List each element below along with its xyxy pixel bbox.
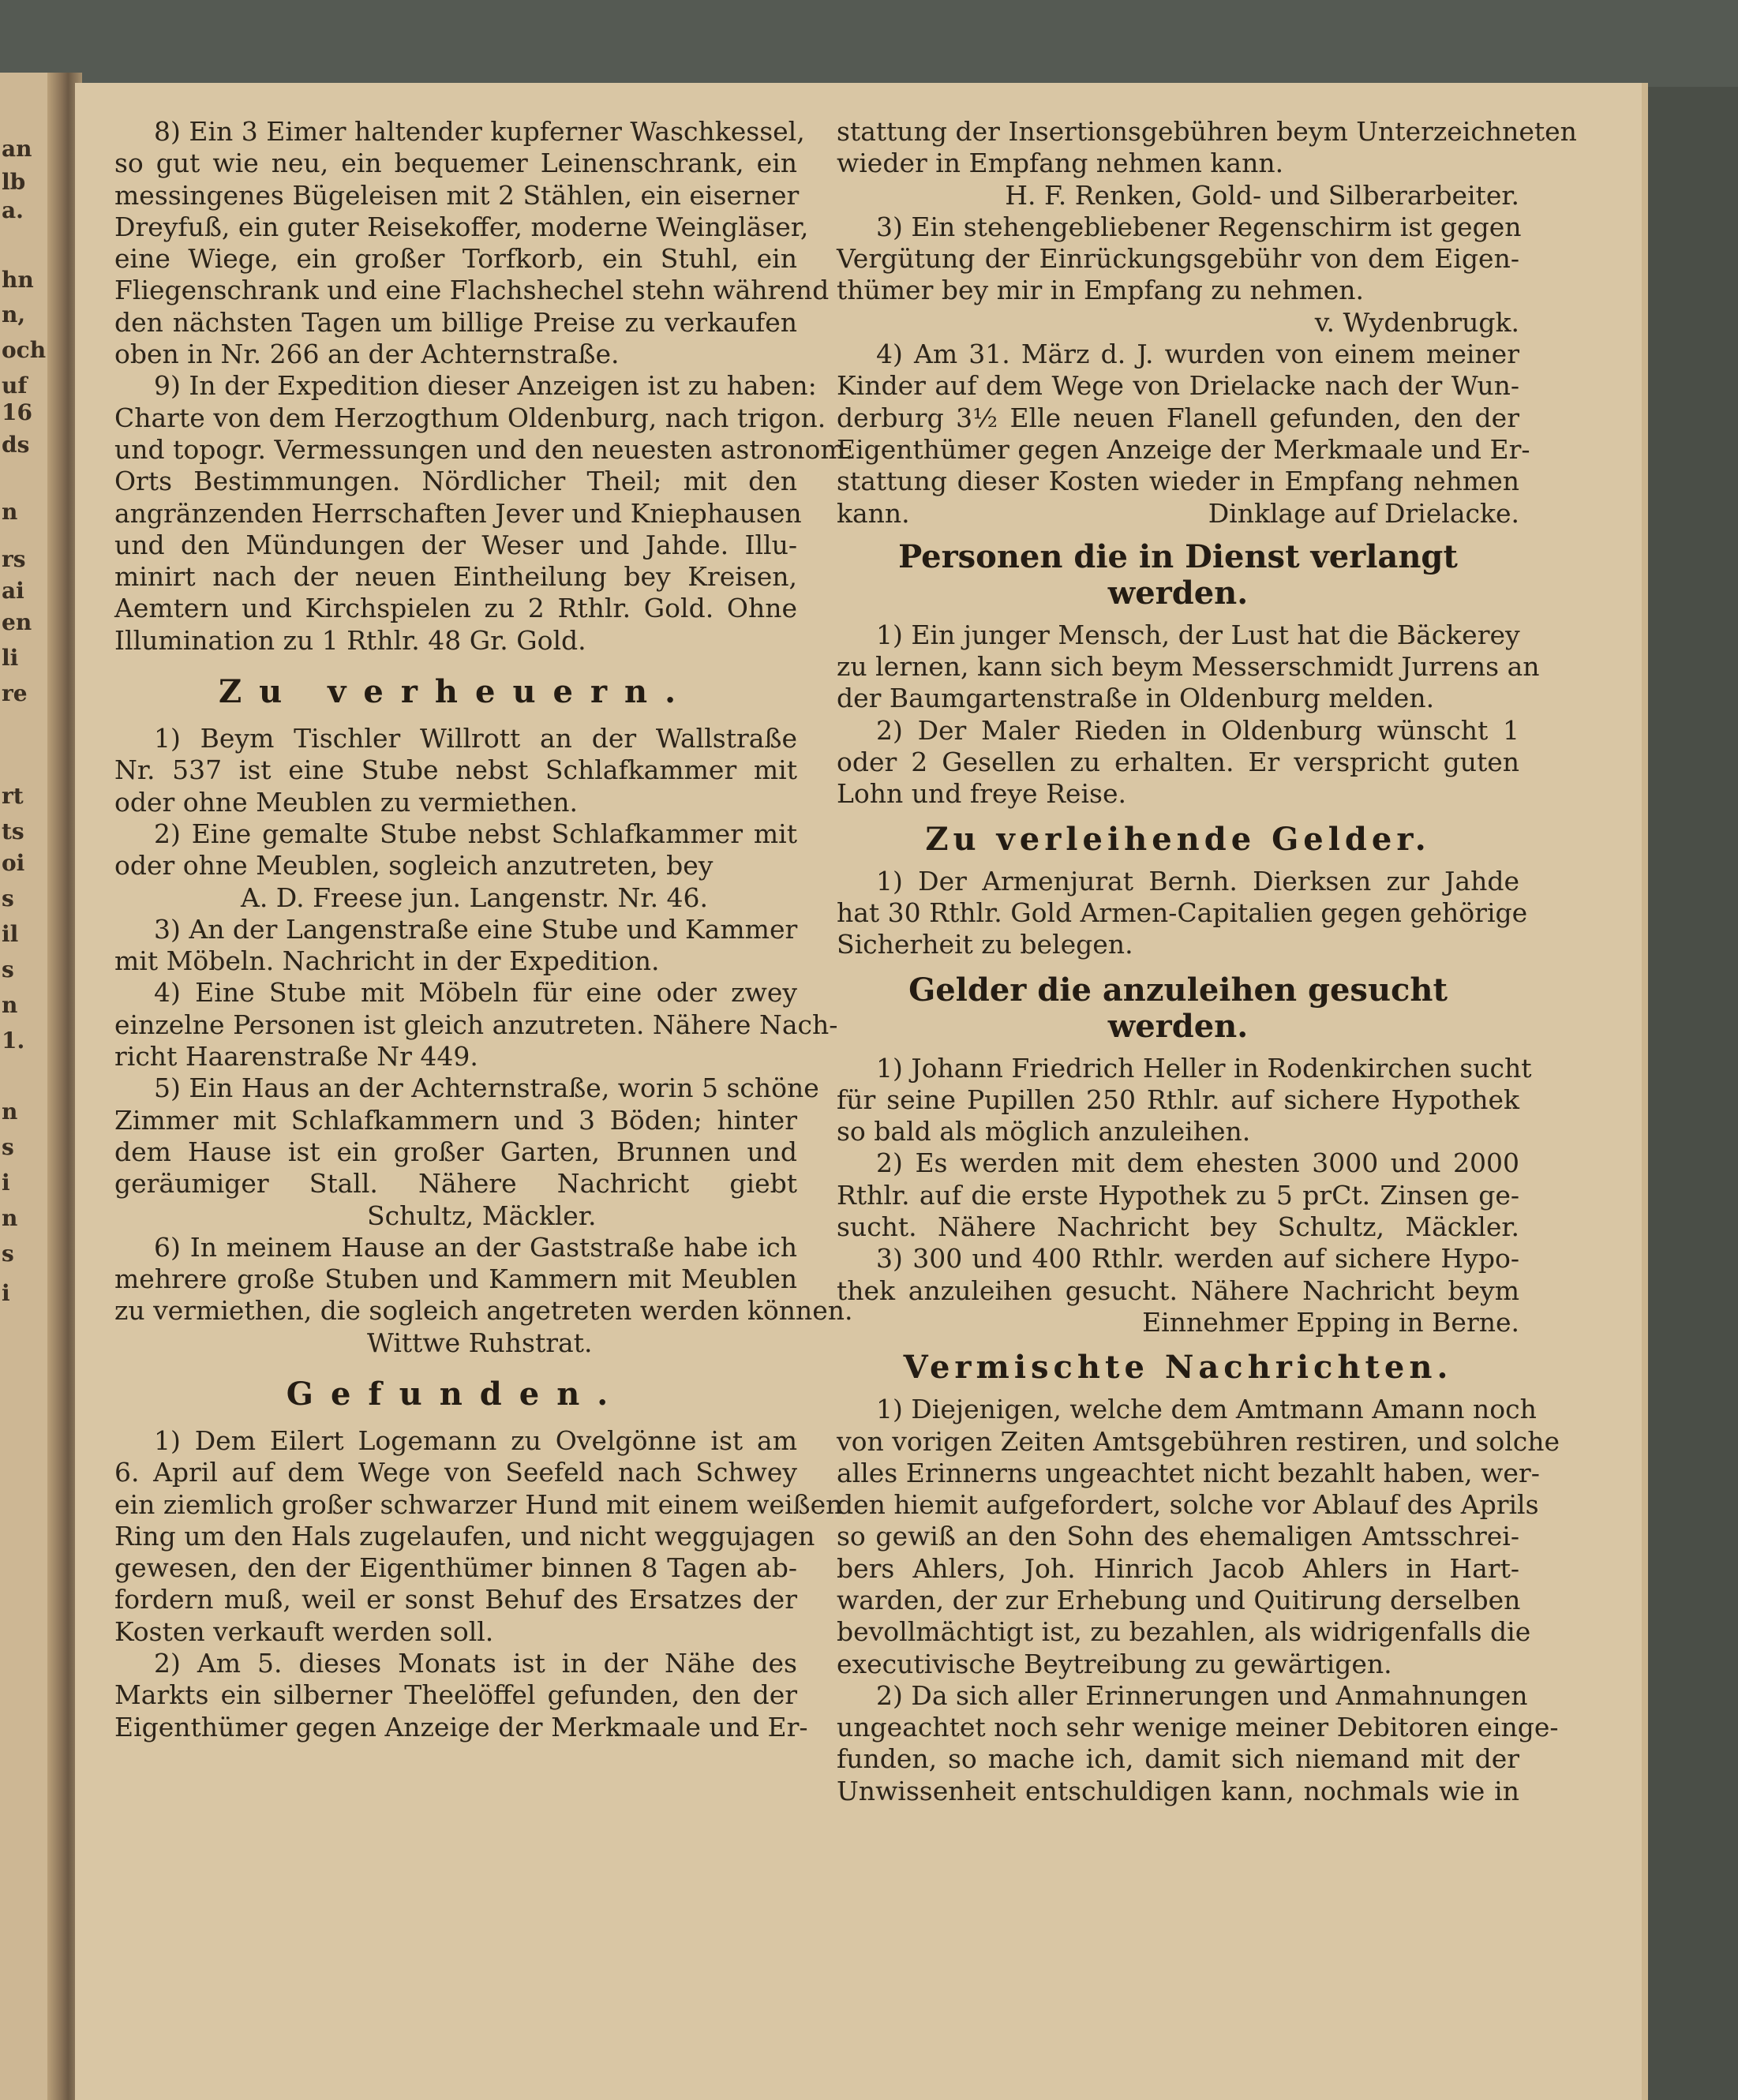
text-line: A. D. Freese jun. Langenstr. Nr. 46. [241, 882, 709, 913]
text-line: Rthlr. auf die erste Hypothek zu 5 prCt. Zinsen ge- [837, 1179, 1519, 1211]
text-line: 3) Ein stehengebliebener Regenschirm ist gegen [876, 211, 1522, 242]
facing-page-fragment: 1. [2, 1028, 25, 1054]
facing-page-fragment: n [2, 992, 18, 1018]
text-line: 2) Am 5. dieses Monats ist in der Nähe des [154, 1648, 797, 1679]
text-line: bers Ahlers, Joh. Hinrich Jacob Ahlers in Hart- [837, 1552, 1519, 1584]
facing-page-fragment: ds [2, 432, 30, 458]
facing-page-fragment: i [2, 1280, 10, 1306]
text-line: zu lernen, kann sich beym Messerschmidt Jurrens an [837, 651, 1540, 683]
text-line: der Baumgartenstraße in Oldenburg melden. [837, 683, 1435, 714]
text-line: Aemtern und Kirchspielen zu 2 Rthlr. Gold. Ohne [114, 593, 797, 624]
text-line: so bald als möglich anzuleihen. [837, 1116, 1251, 1147]
text-line: oder ohne Meublen zu vermiethen. [114, 786, 578, 818]
text-line: Illumination zu 1 Rthlr. 48 Gr. Gold. [114, 624, 586, 656]
text-line: 1) Beym Tischler Willrott an der Wallstraße [154, 723, 797, 754]
facing-page-fragment: s [2, 1134, 14, 1160]
text-line: bevollmächtigt ist, zu bezahlen, als widrigenfalls die [837, 1616, 1531, 1648]
text-line: für seine Pupillen 250 Rthlr. auf sichere Hypothek [837, 1084, 1519, 1115]
text-line: funden, so mache ich, damit sich niemand mit der [837, 1743, 1519, 1775]
section-heading-borrow: Gelder die anzuleihen gesucht werden. [908, 971, 1448, 1045]
misc-section [837, 1394, 1560, 1807]
text-line: und topogr. Vermessungen und den neuesten astronom. [114, 433, 854, 465]
text-line: den hiemit aufgefordert, solche vor Ablauf des Aprils [837, 1489, 1539, 1521]
signature-line: H. F. Renken, Gold- und Silberarbeiter. [1005, 179, 1519, 211]
text-line: wieder in Empfang nehmen kann. [837, 148, 1284, 179]
text-line: so gut wie neu, ein bequemer Leinenschrank, ein [114, 148, 797, 179]
found-continued-section [837, 116, 1577, 530]
text-line: 6. April auf dem Wege von Seefeld nach Schwey [114, 1457, 797, 1488]
text-line: den nächsten Tagen um billige Preise zu verkaufen [114, 306, 797, 338]
text-line: derburg 3½ Elle neuen Flanell gefunden, den der [837, 402, 1519, 433]
text-line: Dreyfuß, ein guter Reisekoffer, moderne Weingläser, [114, 211, 809, 242]
facing-page-fragment: li [2, 645, 19, 671]
facing-page-fragment: uf [2, 372, 28, 399]
text-line: 2) Da sich aller Erinnerungen und Anmahnungen [876, 1679, 1528, 1711]
text-line: einzelne Personen ist gleich anzutreten. Nähere Nach- [114, 1009, 838, 1040]
text-line: Unwissenheit entschuldigen kann, nochmals wie in [837, 1775, 1519, 1806]
text-line: warden, der zur Erhebung und Quitirung derselben [837, 1584, 1521, 1615]
text-line: thek anzuleihen gesucht. Nähere Nachricht beym [837, 1275, 1519, 1306]
service-section [837, 619, 1540, 810]
text-line: 8) Ein 3 Eimer haltender kupferner Waschkessel, [154, 116, 805, 147]
text-line: thümer bey mir in Empfang zu nehmen. [837, 275, 1365, 306]
found-section [114, 1424, 843, 1743]
text-line: angränzenden Herrschaften Jever und Kniephausen [114, 497, 802, 529]
text-line: gewesen, den der Eigenthümer binnen 8 Tagen ab- [114, 1552, 797, 1584]
text-line: 1) Der Armenjurat Bernh. Dierksen zur Jahde [876, 865, 1519, 897]
text-line: 1) Dem Eilert Logemann zu Ovelgönne ist am [154, 1424, 797, 1456]
text-line: 6) In meinem Hause an der Gaststraße habe ich [154, 1231, 797, 1263]
rent-section [114, 723, 853, 1359]
facing-page-fragment: a. [2, 197, 24, 223]
facing-page-fragment: hn [2, 267, 34, 293]
newspaper-page [75, 83, 1642, 2100]
text-line: 2) Es werden mit dem ehesten 3000 und 2000 [876, 1147, 1519, 1179]
text-line: 2) Der Maler Rieden in Oldenburg wünscht 1 [876, 714, 1519, 746]
signature-line: v. Wydenbrugk. [1314, 306, 1519, 338]
text-line: richt Haarenstraße Nr 449. [114, 1041, 478, 1072]
text-line: 4) Am 31. März d. J. wurden von einem meiner [876, 339, 1519, 370]
section-heading-service: Personen die in Dienst verlangt werden. [898, 537, 1458, 612]
text-line: mehrere große Stuben und Kammern mit Meublen [114, 1263, 797, 1295]
text-line: 1) Ein junger Mensch, der Lust hat die Bäckerey [876, 619, 1520, 650]
text-line: Ring um den Hals zugelaufen, und nicht weggujagen [114, 1520, 815, 1552]
text-line: 5) Ein Haus an der Achternstraße, worin 5 schöne [154, 1072, 819, 1104]
text-line: Orts Bestimmungen. Nördlicher Theil; mit den [114, 466, 797, 497]
text-line: oder 2 Gesellen zu erhalten. Er verspricht guten [837, 747, 1519, 778]
text-line: stattung der Insertionsgebühren beym Unterzeichneten [837, 116, 1577, 147]
facing-page-fragment: ts [2, 818, 24, 844]
text-line: 4) Eine Stube mit Möbeln für eine oder zwey [154, 977, 797, 1009]
text-line: fordern muß, weil er sonst Behuf des Ersatzes der [114, 1584, 797, 1615]
facing-page-fragment: il [2, 921, 19, 947]
facing-page-fragment: ai [2, 578, 24, 604]
facing-page-fragment: n, [2, 301, 26, 328]
text-line: oben in Nr. 266 an der Achternstraße. [114, 339, 620, 370]
signature-line: Wittwe Ruhstrat. [367, 1327, 593, 1358]
text-line: Eigenthümer gegen Anzeige der Merkmaale und Er- [837, 433, 1530, 465]
facing-page-fragment: n [2, 499, 18, 525]
text-line: Eigenthümer gegen Anzeige der Merkmaale und Er- [114, 1711, 808, 1743]
text-line: sucht. Nähere Nachricht bey Schultz, Mäckler. [837, 1211, 1519, 1243]
text-line: messingenes Bügeleisen mit 2 Stählen, ein eiserner [114, 179, 800, 211]
text-line: Lohn und freye Reise. [837, 778, 1126, 810]
facing-page-fragment: oi [2, 850, 25, 876]
facing-page-fragment: rs [2, 546, 26, 572]
text-line: oder ohne Meublen, sogleich anzutreten, bey [114, 850, 714, 882]
text-line: zu vermiethen, die sogleich angetreten werden können. [114, 1295, 853, 1327]
facing-page-fragment: och [2, 337, 47, 363]
text-line: minirt nach der neuen Eintheilung bey Kreisen, [114, 561, 797, 593]
text-line: Charte von dem Herzogthum Oldenburg, nach trigon. [114, 402, 826, 433]
section-heading-misc: Vermischte Nachrichten. [903, 1349, 1453, 1387]
text-line: 2) Eine gemalte Stube nebst Schlafkammer mit [154, 818, 797, 849]
lend-section [837, 865, 1528, 961]
signature: Dinklage auf Drielacke. [1208, 497, 1519, 529]
facing-page-fragment: n [2, 1099, 18, 1125]
text-line: 3) 300 und 400 Rthlr. werden auf sichere Hypo- [876, 1243, 1519, 1275]
text-line: stattung dieser Kosten wieder in Empfang nehmen [837, 466, 1519, 497]
text-line: und den Mündungen der Weser und Jahde. Illu- [114, 529, 797, 560]
facing-page-fragment: en [2, 609, 32, 635]
text-line: Kosten verkauft werden soll. [114, 1615, 494, 1647]
text-line: ein ziemlich großer schwarzer Hund mit einem weißen [114, 1488, 843, 1520]
text-fragment: kann. [837, 497, 910, 529]
section-heading-lend: Zu verleihende Gelder. [925, 820, 1431, 858]
text-line: Markts ein silberner Theelöffel gefunden, den der [114, 1679, 797, 1711]
right-column [837, 116, 1577, 1807]
text-line: 1) Diejenigen, welche dem Amtmann Amann noch [876, 1394, 1537, 1425]
section-heading-found: Gefunden. [286, 1375, 626, 1413]
text-line: dem Hause ist ein großer Garten, Brunnen und [114, 1136, 797, 1167]
text-line: von vorigen Zeiten Amtsgebühren restiren, und solche [837, 1425, 1560, 1457]
section-heading-rent: Zu verheuern. [218, 673, 694, 711]
facing-page-fragment: s [2, 885, 14, 911]
facing-page-fragment: 16 [2, 399, 32, 425]
borrow-section [837, 1052, 1532, 1339]
left-column [114, 116, 854, 1743]
text-line: 9) In der Expedition dieser Anzeigen ist zu haben: [154, 370, 817, 402]
text-line: so gewiß an den Sohn des ehemaligen Amtsschrei- [837, 1521, 1519, 1552]
facing-page-fragment: s [2, 956, 14, 983]
intro-section [114, 116, 854, 657]
text-line: hat 30 Rthlr. Gold Armen-Capitalien gegen gehörige [837, 897, 1528, 928]
text-line: 3) An der Langenstraße eine Stube und Kammer [154, 913, 798, 945]
signature-line: Schultz, Mäckler. [367, 1200, 597, 1231]
text-line: 1) Johann Friedrich Heller in Rodenkirchen sucht [876, 1052, 1532, 1084]
facing-page-fragment: an [2, 136, 32, 162]
text-line: Sicherheit zu belegen. [837, 929, 1133, 960]
facing-page-fragment: i [2, 1170, 10, 1196]
facing-page-fragment: rt [2, 783, 24, 809]
text-line: Kinder auf dem Wege von Drielacke nach der Wun- [837, 370, 1519, 402]
signature-line: Einnehmer Epping in Berne. [1142, 1306, 1519, 1338]
text-line: Vergütung der Einrückungsgebühr von dem Eigen- [837, 243, 1519, 275]
facing-page-fragment: s [2, 1241, 14, 1267]
text-line: Fliegenschrank und eine Flachshechel stehn während [114, 275, 830, 306]
text-line-with-signature [837, 498, 1519, 530]
text-line: Zimmer mit Schlafkammern und 3 Böden; hinter [114, 1104, 797, 1136]
text-line: Nr. 537 ist eine Stube nebst Schlafkammer mit [114, 754, 797, 786]
text-line: alles Erinnerns ungeachtet nicht bezahlt haben, wer- [837, 1457, 1540, 1488]
scanner-backdrop [0, 0, 1738, 87]
facing-page-fragment: n [2, 1205, 18, 1231]
text-line: eine Wiege, ein großer Torfkorb, ein Stuhl, ein [114, 243, 797, 275]
text-line: mit Möbeln. Nachricht in der Expedition. [114, 945, 660, 977]
facing-page-fragment: re [2, 680, 28, 706]
text-line: ungeachtet noch sehr wenige meiner Debitoren einge- [837, 1712, 1559, 1743]
text-line: geräumiger Stall. Nähere Nachricht giebt [114, 1168, 797, 1200]
text-line: executivische Beytreibung zu gewärtigen. [837, 1648, 1392, 1679]
facing-page-fragment: lb [2, 169, 26, 195]
